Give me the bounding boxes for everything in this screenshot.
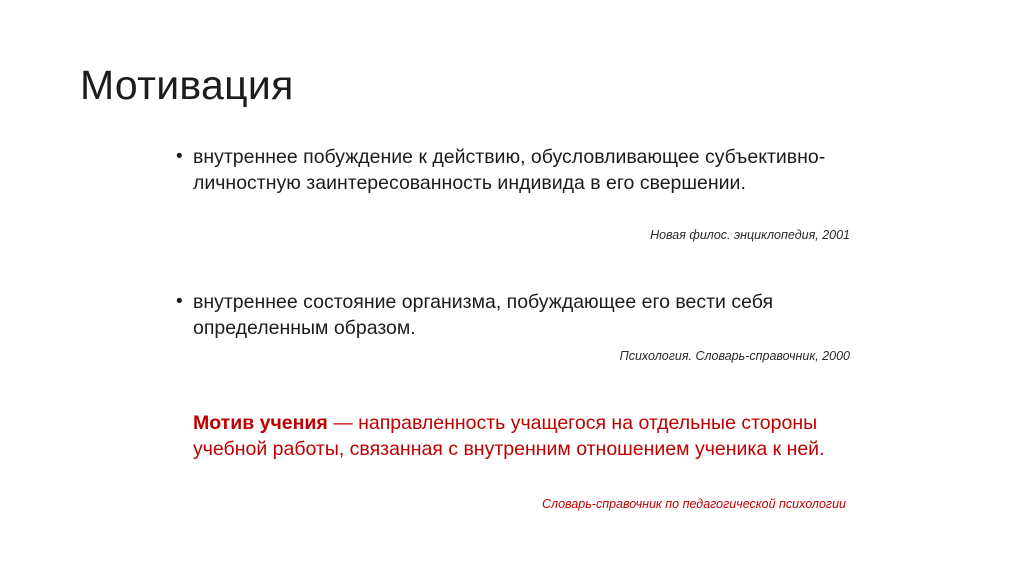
bullet-item-2 [176, 289, 846, 341]
definition-block [193, 410, 853, 462]
bullet-marker: • [176, 291, 183, 312]
citation-source: Словарь-справочник по педагогической психологии [542, 497, 846, 511]
bullet-text: внутреннее побуждение к действию, обусловливающее субъективно-личностную заинтересованность индивида в его свершении. [193, 146, 826, 194]
bullet-text: внутреннее состояние организма, побуждающее его вести себя определенным образом. [193, 291, 774, 339]
definition-text: — направленность учащегося на отдельные стороны учебной работы, связанная с внутренним отношением ученика к ней. [193, 412, 825, 460]
citation-source: Новая филос. энциклопедия, 2001 [650, 228, 850, 242]
definition-term: Мотив учения [193, 412, 328, 434]
citation-source: Психология. Словарь-справочник, 2000 [619, 349, 850, 363]
bullet-item-1 [176, 144, 846, 196]
bullet-marker: • [176, 146, 183, 167]
slide-title: Мотивация [80, 62, 294, 108]
